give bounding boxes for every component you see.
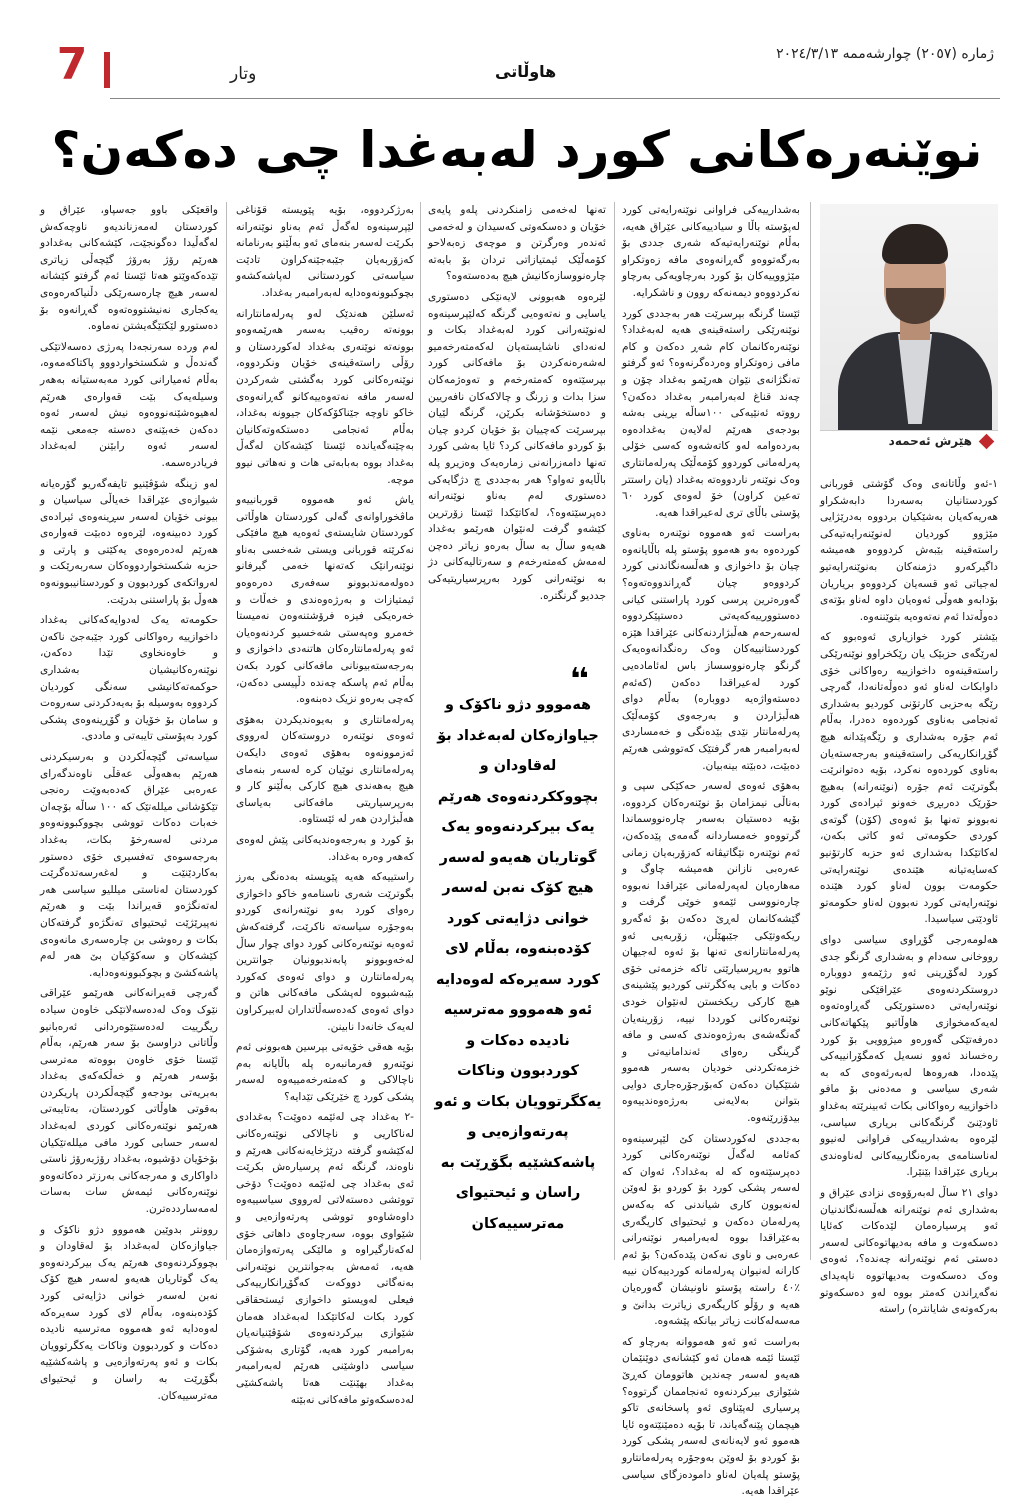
header-divider — [110, 98, 1000, 99]
paragraph: بەهۆی ئەوەی لەسەر حەکێکی سپی و بەناڵی نیمزامان بۆ نوێنەرەکان کردووە، بۆیە دەستیان بەسەر چارەنووسماندا گرتووەو خەمساردانە گەمەی پێدەکەن، ئەم نوێنەرە نێگاتیڤانە کەزۆربەیان زمانی عەرەبی نازانن هەمیشە چاوگ و مەهارەیان لەپەرلەمانی عێراقدا نەبووە چارەنووسی ئێمەو خوێی گرفت و گێشەکانمان لەڕێ دەکەن بۆ ئەگەرو ریکەوتێکی جێبهێڵن، زۆربەیی ئەو پەرلەمانتارانەی تەنها بۆ ئەوە لەجیهان هاتوو بەرپرسیارێتی تاکە خزمەتی خۆی دەکات و بایی یەکگرتنی کوردیو پێشینەی هیچ کارکی ریکخستن لەنێوان خودی نوێنەرەکانی کورددا نییە، زۆرینەیان گەنگەشەی بەرژەوەندی کەسی و مافە گرینگی رەوای ئەندامانیەتی و خزمەتکردنی خودیان بەسەر هەموو شتێکیان دەکەن کەبۆرجۆرەجاری دوایی بتوانن بەلایەنی بەرژەوەندییەوە بیدۆزرێنەوە. — [622, 780, 800, 1125]
paragraph: دوای ٢١ ساڵ لەبەرۆوەی نزادی عێراق و بەشداری ئەم نوێنەرانە هەڵسەنگاندنیان ئەو پرسیارەمان لێدەکات کەئایا دەسکەوت و مافە بەدیهاتوەکانی لەسەر دەستی ئەم نوێنەرانە چەندە؟، ئەوەی وەک دەسکەوت بەدیهاتووە ناپەیدای نەگەڕاندن کەمتر بووە لەو دەسکەوتو بەرکەوتەی شایانترە) راستە — [820, 1186, 998, 1316]
paragraph: بەراست ئەو هەمووە نوێنەرە بەناوی کوردەوە بەو هەموو پۆستو پلە باڵایانەوە چیان بۆ داخوازی و هەڵسەنگاندنی کورد کردووەو چیان گەڕاندووەتەوە؟ گەورەترین پرسی کورد پاراستنی کیانی دەستوورییەکەیەتی دەستپێکردووە لەسەرحەم هەڵبژاردنەکانی عێراقدا هێزە کوردستانییەکان وەک رەنگدانەوەیەک گرنگو چارەنووسساز باس لەئامادەیی کورد لەعیراقدا دەکەن (کەئەم دەستەواژەیە دووبارە) بەڵام دوای هەڵبژاردن و بەرجەوی کۆمەڵێک پەرلەمانتار نێدی بێدەنگی و خەمساردی لەبەرامبەر هەر گرفتێک کەتووشی هەرێم دەبێت، دەبێتە بینەبیان. — [622, 527, 800, 772]
paragraph: بەجددی لەکوردستان کێ لێپرسینەوە کەئامە لەگەڵ نوێنەرەکانی کورد دەپرسێتەوە کە لە بەغداد؟، ئەوان کە لەسەر پشکی کورد بۆ کوردو بۆ لەوێن لەنەبوون کاری شیاندنی کە بەکەس پەرلەمان دەکەن و ئیحتیوای کاریگەری بەعێراقدا بووە لەبەرامبەر نوێنەرانی عەرەبی و ناوی نەکەن پێدەکەن؟ بۆ ئەم کارانە لەنیوان پەرلەمانە کوردییەکان نییە ٪٤٠ راستە پۆستو ناونیشان گەورەیان هەیە و رۆڵو کاریگەری زیاترت بدانێ و مەسەلەکانت زیاتر بیانکە پێشەوە. — [622, 1132, 800, 1328]
paragraph: ١-ئەو وڵاتانەی وەک گۆشتی قوربانی کوردستانیان بەسەردا دابەشکراو هەریەکەیان بەشێکیان بردووە بەدرێژایی مێژوو کوردیان لەنوێنەرایەتیەکی راستەقینە بێبەش کردووەو هەمیشە داگیرکەرو دژمنەکان بەنوێنەرایەتیو لەجیاتی ئەو قسەیان کردووەو بریاریان بۆدابەو هەوڵی ئەوەیان داوە لەناو بۆتەی دەوڵەتدا ئەم نەتەوەیە بتوێننەوە. — [820, 478, 998, 623]
text-column-2 — [622, 202, 800, 1498]
paragraph: لێرەوە هەبوونی لایەنێکی دەستوری یاسایی و نەتەوەیی گرنگە کەلێپرسینەوە لەنوێنەرانی کورد لەبەغداد بکات و لەنەدای ناشایستەیان لەکەمتەرخەمیو لەشەرەنەکردن بۆ مافەکانی کورد بپرسێتەوە کەمتەرخەم و تەوەژمەکان سزا بدات و زرنگ و چالاکەکان نافەریین و دەستخۆشانە بکرێن، گرنگە لێیان بپرسرێت کەچییان بۆ خۆیان کردو چیان بۆ کوردو مافەکانی کرد؟ ئایا بەشی کورد تەنها دامەزرانەنی زمارەیەک وەزیرو پلە باڵایەو تەواو؟ هەر بەجددی چ دژگایەکی دەستوری لەم بەناو نوێنەرانە دەپرسێتەوە؟، لەکاتێکدا ئێستا زۆرترین کێشەو گرفت لەنێوان هەرێمو بەغداد هەیەو ساڵ بە ساڵ بەرەو زیاتر دەچن لەمەش کەمتەرخەم و سەرتالیەکانی دژ بە نوێنەرانی کورد بەرپرسیاریتیەکی جددیو گرنگترە. — [428, 290, 606, 602]
paragraph: سیاسەتی گێچەڵکردن و بەرسیکردنی هەرێم بەهەوڵی عەقڵی ناوەندگەرای عەرەبی عێراق کەدەبەوێت رەنجی تێکۆشانی میللەتێک کە ١٠٠ ساڵە بۆچەان خەبات دەکات تووشی بچووکبوونەوەو مردنی لەسەرخۆ بکات، بەغداد بەرجەسوەی تەفسیری خۆی دەستور بەکاردێنێت و لەغەرسەتدەگرێت کوردستان لەناستی میللیو سیاسی هەر لەتەنگژەو قەیراندا بێت و هەرێم نەپیرێژێت ئیحتیوای تەنگژەو گرفتەکان بکات و رەوشی بن چارەسەری مانەوەی کێشەکان و سەکۆکیان بێ هەر لەم پاشەکشێ و بچوکبوونەوەدایە. — [40, 751, 218, 979]
text-column-3 — [428, 202, 606, 668]
column-divider — [420, 202, 421, 1260]
text-column-1 — [820, 476, 998, 1316]
paragraph: لەم وردە سەرنجەدا پەرژی دەسەلاتێکی گەندەڵ و شکستخواردووو پاکتاکەمەوە، بەڵام ئەمیارانی کورد مەبەستیانە بەهەر وسیلەیەک بێت قەوارەی هەرێم لەهیوەشێنەنووەوە نیش لەسەر ئەوە دەکەن خەبێنەی دەستە جەمعی نێمە لەسەر ئەوە رابێنن لەبەغداد فریادرەسمە. — [40, 340, 218, 469]
column-divider — [614, 202, 615, 1260]
author-byline — [820, 430, 998, 453]
text-column-5 — [39, 202, 218, 1402]
paragraph: ئەسلێن هەندێک لەو پەرلەمانتارانە بوونەتە رەقیب بەسەر هەرێمەوەو بوونەتە نوێنەری بەغداد لەکوردستان و رۆڵی راستەقینەی خۆیان ونکردووە، نوێنەرەکانی کورد بەگشتی شەرکردن لەسەر مافە نەتەوەییەکانو گەڕانەوەی خاکو ناوچە جێناکۆکەکان جیوونە بەغداد، بەڵام ئەنجامی دەستکەوتەکانیان بەچێنەگەیاندە ئێستا کێشەکان لەگەڵ بەغداد بووە بەبابەتی هات و نەهاتی نیوو موچە. — [236, 307, 414, 486]
column-divider — [810, 202, 811, 1260]
page-header — [40, 40, 1000, 100]
header-accent-bar — [104, 52, 110, 88]
paragraph: حکومەتە یەک لەدوایەکەکانی بەغداد داخوازییە رەواکانی کورد جێبەجێ ناکەن و خاوەنخاوی تێدا دەکەن، نوێنەرەکانیشیان بەشداری حوکمەتەکانیشی سەنگی کوردیان کردووە بەوسیلە بۆ بەیەدکردنی سەروەت و سامان بۆ خۆیان و گۆڕینەوەی پشکی کورد بەپۆستی تایبەتی و ماددی. — [40, 614, 218, 743]
paragraph: تەنها لەخەمی زامنکردنی پلەو پایەی خۆیان و دەسکەوتی کەسیدان و لەخەمی ئەندەر وەرگرتن و موچەی زەبەلاحو کۆمەڵێک ئیمتیازاتی تردان بۆ بابەتە چارەنووسازەکانیش هیچ بەدەستەوە؟ — [428, 204, 606, 283]
paragraph: روونتر بدوێین هەمووو دژو ناکۆک و جیاوازەکان لەبەغداد بۆ لەقاودان و بچووکردنەوەی هەرێم یەک بیرکردنەوەو یەک گوتاریان هەیەو لەسەر هیچ کۆک نەبن لەسەر خوانی دژایەتی کورد کۆدەبنەوە، بەڵام لای کورد سەیرەکە لەوەدایە ئەو هەمووە مەترسیە نادیدە دەکات و کوردبوون وناکات یەکگرتوویان بکات و ئەو پەرتەوازەیی و پاشەکشێیە بگۆڕێت بە راسان و ئیحتیوای مەترسییەکان. — [40, 1223, 218, 1402]
paragraph: واقعێکی باوو جەسپاو، عێراق و کوردستان لەمەزناندیەو ناوچەکەش لەگەڵیدا دەگونجێت، کێشەکانی بەغدادو هەرێم رۆژ بەرۆژ گێچەڵی زیاتری تێدەکەوێتو هەتا ئێستا ئەم گرفتو کێشانە لەسەر هیچ چارەسەرێکی دڵنیاکەرەوەی یەکجاری نەنیشتووەتەوە گەڕانەوە بۆ دەستورو لێکتێگەیشتن نەماوە. — [40, 204, 218, 333]
pull-quote — [430, 662, 606, 1246]
paragraph: هەلومەرجی گۆڕاوی سیاسی دوای رووخانی سەدام و بەشداری گرنگو جدی کورد لەگۆڕینی ئەو رژێمەو دووبارە دروستکردنەوەی عێراقێکی نوێو نوێنەرایەتی دەستورێکی گەڕاوەتەوە لەیەکەمخوازی هاوڵاتیو پێکهاتەکانی دەرفەتێکی گەورەو میژوویی بۆ کورد رەخساند ئەوو نسەیل کەمگۆرانییەکی پێدەدا، هەروەها لەبەرئەوەی کە بە شەری سیاسی و مەدەنی بۆ مافو داخوازییە رەواکانی بکات ئەبینرێتە بەغداو ئاودێنێ گرنگەکانی بریاری سیاسی، لێرەوە بەشدارییەکی فراوانی لەنیوو لەناسنامەی بەرەنگارییەکانی لەناوەندی بریاری عێراقدا بێنێرا. — [820, 934, 998, 1179]
paragraph: بەشدارییەکی فراوانی نوێنەرایەتی کورد لەپۆستە باڵا و سیادییەکانی عێراق هەیە، بەڵام نوێنەرایەتیەکە شەری جددی بۆ بەرگەتووەو گەڕانەوەی مافە زەوتکراو مێژووییەکان بۆ کورد بەرچاویەکی بەرچاو نەکردووەو دیمەنەکە روون و ناشکرایە. — [622, 204, 800, 299]
paragraph: بەراست ئەو ئەو هەمووانە بەرچاو کە ئێستا ئێمە هەمان ئەو کێشانەی دوێنێمان هەیەو لەسەر چەندین هاتوومان کەڕێ شێوازی بیرکردنەوە ئەنجاممان گرتووە؟ پرسیاری لەپێناوی ئەو پاسخانەی تاکو هیچمان پێنەگەیاند، تا بۆیە دەمێنێتەوە ئایا هەموو ئەو لایەنانەی لەسەر پشکی کورد بۆ کوردو بۆ لەوێن بەوجۆرە پەرلەمانتارو پۆستو پلەیان لەناو دامودەزگای سیاسی عێراقدا هەیە. — [622, 1335, 800, 1498]
red-diamond-icon — [979, 434, 995, 450]
author-name: هێرش ئەحمەد — [888, 434, 972, 448]
paragraph: ئێستا گرنگە بپرسرێت هەر بەجددی کورد نوێنەرێکی راستەقینەی هەیە لەبەغداد؟ نوێنەرەکانمان کام شەڕ دەکەن و کام مافی زەوتکراو وەردەگرنەوە؟ ئەو گرفتو تەنگژانەی نێوان هەرێمو بەغداد چۆن و چەند قناغ لەبەرامبەر بەغداد دەکەن؟ رووتە ئەنێیەکی ١٠٠ساڵە بڕینی بەشە بودجەی هەرێم لەلایەن بەغدادەوە بەردەوامە لەو کاتەشەوە کەسی خۆلی پەرلەمانی کوردوو کۆمەڵێک پەرلەمانتاری وەک نوێنەر ناردووەتە بەغداد (یان راستتر تەعین کراون) خۆ لەوەی کورد ٦٠ پۆستی باڵای تری لەعیراقدا هەیە. — [622, 307, 800, 519]
text-column-4 — [236, 202, 414, 1406]
article-headline: نوێنەرەکانی کورد لەبەغدا چی دەکەن؟ — [51, 121, 983, 179]
pull-quote-text: هەمووو دژو ناکۆک و جیاوازەکان لەبەغداد بۆ لەقاودان و بچووککردنەوەی هەرێم یەک بیرکردنەوەو یەک گوتاریان هەیەو لەسەر هیچ کۆک نەبن لەسەر خوانی دژایەتی کورد کۆدەبنەوە، بەڵام لای کورد سەیرەکە لەوەدایە ئەو هەمووو مەترسیە نادیدە دەکات و کوردبوون وناکات یەکگرتوویان بکات و ئەو پەرتەوازەیی و پاشەکشێیە بگۆڕێت بە راسان و ئیحتیوای مەترسییەکان — [434, 697, 602, 1232]
paragraph: یاش ئەو هەمووە قوربانییەو ماڤخوراوانەی گەلی کوردستان هاوڵاتی کوردستان شایستەی ئەوەیە هیچ مافێکی نەکرێتە قوربانی ویستی شەخسی بەناو نوێنەرانێک کەتەنها خەمی گیرفانو دەولەمەندبوونو سەفەری دەرەوەو ئیمتیازات و بەرژەوەندی و خەڵات و خەرەیکی فیزە فرۆشتنەوەن نەمیستا خەمرو وەپەستی شەخسیو کردنەوەیان ئەو پەرلەمانتارەکان هاتنەدی داخوازی و بەرجەستەبیونانی مافەکانی کورد بکەن بەڵام ئەم پاسکە چەندە دڵپیسی دەکەن، کەچی بەرەو نزیک دەبنەوە. — [236, 494, 414, 706]
page-number: 7 — [56, 39, 88, 90]
paragraph: بۆیە هەقی خۆیەتی بپرسین هەبوونی ئەم نوێنەرو فەرمانبەرە پلە باڵایانە بەم ناچالاکی و کەمتەرخەمییەوە لەسەر پشکی کورد چ خێرێکی تێدایە؟ — [236, 1041, 414, 1103]
publication-logo: هاوڵاتی — [495, 62, 557, 81]
quote-marks-icon: ❛❛ — [570, 662, 587, 697]
paragraph: راستییەکە هەیە پێویستە بەدەنگی بەرز بگوترێت شەری ناسنامەو خاکو داخوازی رەوای کورد بەو نوێنەرانەی کوردو بەوجۆرە سیاسەتە ناکرێت، گرفتەکەش ئەوەیە نوێنەرەکانی کورد دوای چوار ساڵ لەخەوبوونو پابەندبوونیان جوانترین پەرلەمانتارن و دوای ئەوەی کەکورد بێبەشبووە لەپشکی مافەکانی هاتن و دوای ئەوەی کەدەسەڵاتداران لەبیرکراون لەیەک خانەدا نابینن. — [236, 871, 414, 1033]
column-divider — [226, 202, 227, 1260]
paragraph: بۆ کورد و بەرجەوەندیەکانی پێش لەوەی کەهەر وەرە بەغداد. — [236, 833, 414, 863]
paragraph: -٢ بەغداد چی لەئێمە دەوێت؟ بەغدادی لەناکاریی و ناچالاکی نوێنەرەکانی لەکێشەو گرفتە درێژخایەنەکانی هەرێم و ناوەند، گرنگە ئەم پرسیارەش بکرێت ئەی بەغداد چی لەئێمە دەوێت؟ دۆخی تووتشی دەستەلاتی لەرووی سیاسییەوە داوەشاوەو تووشی پەرتەوازەیی و شێواوی بووە، سەرچاوەی داهاتی خۆی لەکەنارگیراوە و مالێکی پەرتەوازەمان هەیە، ئەمەش بەجوانترین نوێنەرانی بەنەگاتی دووکەت کەگۆڕانکارییەکی فیعلی لەویستو داخوازی ئیستحقاقی کورد بکات لەکاتێکدا لەبەغداد هەمان شێوازی بیرکردنەوەی شۆڤێنیانەیان بەرامبەر کورد هەیە، گۆتاری بەشۆکی سیاسی داوشێنی هەرێم لەبەرامبەر بەغداد بهێنێت هەتا پاشەکشێی لەدەسکەوتو مافەکانی نەبێتە — [236, 1111, 414, 1406]
paragraph: بەرژکردووە، بۆیە پێویستە قۆناغی لێپرسینەوە لەگەڵ ئەم بەناو نوێنەرانە بکرێت لەسەر بنەمای ئەو بەڵێنو بەرنامانە کەزۆربەیان جێبەجێنەکراون تادێت سیاسەتی کوردستانی لەپاشەکشەو بچوکبوونەوەدایە لەبەرامبەر بەغداد. — [236, 204, 414, 299]
paragraph: پەرلەمانتاری و بەیوەندیکردن بەهۆی ئەوەی نوێنەرە دروستەکان لەرووی ئەزموونەوە بەهۆی ئەوەی دایکەن پەرلەمانتاری نوێیان کرە لەسەر بنەمای هیچ بەهەندی هیچ کارکی بەڵێنو کار و بەرپرسیاریتی مافەکانی بەیاسای هەڵبژاردن هەر لە ئێستاوە. — [236, 713, 414, 826]
paragraph: لەو زینگە شۆڤێنیو تایفەگەریو گۆرەیانە شیوازەی عێراقدا خەیاڵی سیاسیان و بیونی خۆیان لەسەر سڕینەوەی ئیرادەی کورد دەبینەوە، لێرەوە دەبێت قەوارەی هەرێم لەدەرەوەی یەکێتی و پارتی و حزبە شکستخواردووەکان سەربەرێکت و لەرواتکەی کوردبوون و کوردستانیبوونەوە هەوڵ بۆ پاراستنی بدرێت. — [40, 477, 218, 606]
paragraph: بێشتر کورد خوازیاری ئەوەبوو کە لەرێگەی حزبێک یان رێکخراوو نوێنەرێکی راستەقینەوە داخوازییە رەواکانی خۆی داوابکات لەناو ئەو دەوڵەتانەدا، گەرچی رێگە بەحزبی کارتۆنی کوردیو بەشداری ئەنجامی بەناوی کوردەوە دەدرا، بەڵام ئەم جۆرە بەشداری و رێگەپێدانە هیچ گۆڕانکاریەکی راستەقینەو بەرجەستەیان بەناوی کوردەوە نەکرد، بۆیە دەتوانرێت بگوترێت ئەم جۆرە (نوێنەرانە) بەهیچ حۆرێک دەربڕی خەونو ئیرادەی کورد نەبوونو تەنها بۆ ئەوەی (کۆن) گوتەی کوردی حکومەتی ئەو کاتی بکەن، لەکاتێکدا بەشداری ئەو حزبە کارتۆنیو کەسایەتیانە هێندەی نوێنەرایەتی حکومەت بوون لەناو کورد هێندە نوێنەرایەتی کورد نەبوون لەناو حکومەتو ئاودێتی سیاسیدا. — [820, 631, 998, 926]
paragraph: گەرچی قەیرانەکانی هەرێمو عێراقی نێوک وەک لەدەسەلاتێکی خاوەن سیادە ریگرییت لەدەستێوەردانی ئەرەبانیو وڵاتانی دراوسێ بۆ سەر هەرێم، بەڵام ئێستا خۆی خاوەن بووەتە مەترسی بۆسەر هەرێم و خەڵکەکەی بەغداد بەبریەتی بودجەو گێچەڵکردن پاریکردن بەقوتی هاوڵاتی کوردستان، بەتایبەتی هەرێمو نوێنەرەکانی کوردی لەبەغداد لەسەر حسابی کورد مافی میللەتێکیان بۆخۆیان دۆشیوە، بەغداد رۆژبەرۆژ ناستی داواکاری و مەرجەکانی بەرزتر دەکاتەوەو نوێنەرەکانی ئیمەش سات بەسات لەمەسارددەترن. — [39, 987, 218, 1216]
section-label: وتار — [230, 64, 257, 84]
author-photo — [820, 204, 998, 430]
issue-date-line: ژمارە (٢٠٥٧) چوارشەممە ٢٠٢٤/٣/١٣ — [776, 46, 994, 62]
